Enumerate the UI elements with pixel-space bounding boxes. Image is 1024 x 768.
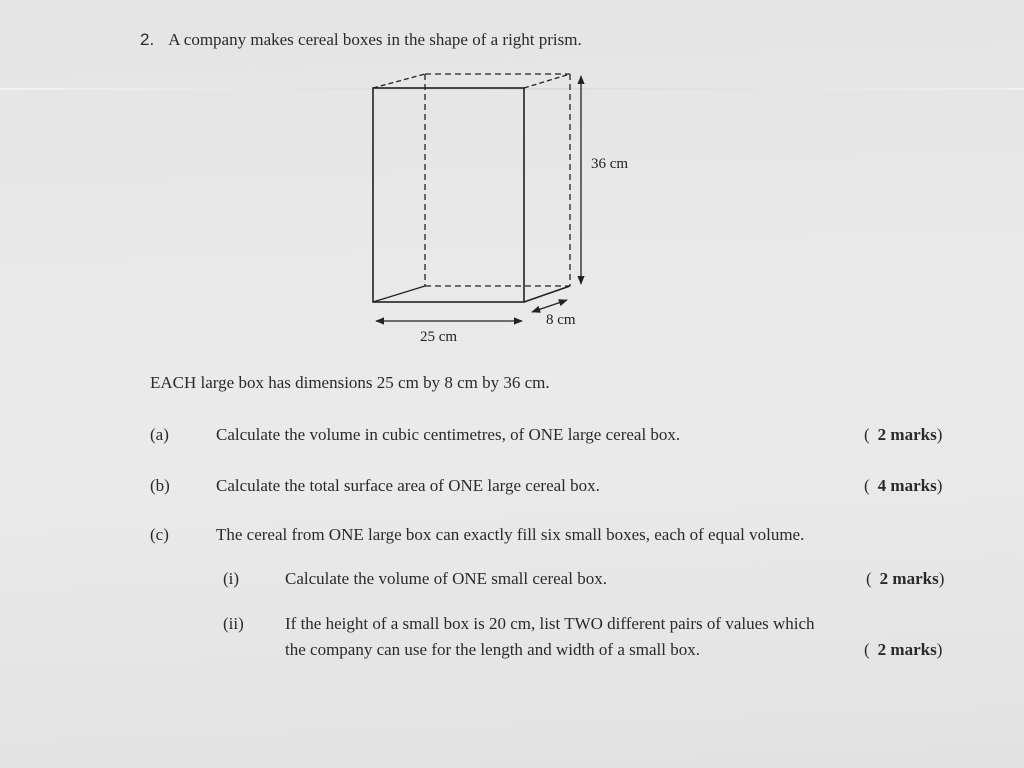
part-a-marks: ( 2 marks) [864, 425, 943, 444]
prism-top-right-edge [524, 74, 570, 88]
prism-front-face [373, 88, 524, 302]
prism-svg [360, 62, 629, 352]
part-a [150, 425, 850, 447]
part-c-i-marks: ( 2 marks) [866, 569, 945, 588]
part-c-ii-label: (ii) [223, 614, 244, 633]
part-a-label: (a) [150, 425, 169, 444]
part-a-text: Calculate the volume in cubic centimetres, of ONE large cereal box. [216, 425, 681, 444]
depth-label: 8 cm [546, 312, 576, 328]
prism-top-left-edge [373, 74, 425, 88]
question-number: 2. [140, 30, 155, 49]
prism-diagram [360, 62, 629, 352]
part-b-marks: ( 4 marks) [864, 476, 943, 495]
part-b-text: Calculate the total surface area of ONE large cereal box. [216, 476, 600, 495]
width-label: 25 cm [420, 329, 458, 345]
height-label: 36 cm [591, 156, 629, 172]
part-b-marks-value: 4 marks [877, 476, 937, 495]
prism-bottom-right-edge [524, 286, 570, 302]
part-c-i [223, 569, 843, 591]
part-c-i-label: (i) [223, 569, 240, 588]
part-c-label: (c) [150, 525, 169, 544]
prism-back-bottom-left-edge [373, 286, 425, 302]
part-c-i-marks-value: 2 marks [879, 569, 939, 588]
part-c-text: The cereal from ONE large box can exactly fill six small boxes, each of equal volume. [216, 525, 805, 544]
part-b [150, 476, 850, 498]
part-c-i-text: Calculate the volume of ONE small cereal box. [285, 569, 607, 588]
depth-dimension-arrow [532, 300, 567, 312]
question-intro: A company makes cereal boxes in the shape of a right prism. [168, 30, 582, 49]
part-c [150, 525, 970, 547]
dimensions-statement: EACH large box has dimensions 25 cm by 8 cm by 36 cm. [150, 373, 550, 392]
part-c-ii-line2: the company can use for the length and width of a small box. [285, 640, 700, 659]
part-c-ii-line1: If the height of a small box is 20 cm, list TWO different pairs of values which [285, 614, 815, 633]
question-header [140, 30, 582, 50]
part-c-ii-marks-value: 2 marks [877, 640, 937, 659]
part-a-marks-value: 2 marks [877, 425, 937, 444]
part-b-label: (b) [150, 476, 170, 495]
part-c-ii-marks: ( 2 marks) [864, 640, 943, 659]
